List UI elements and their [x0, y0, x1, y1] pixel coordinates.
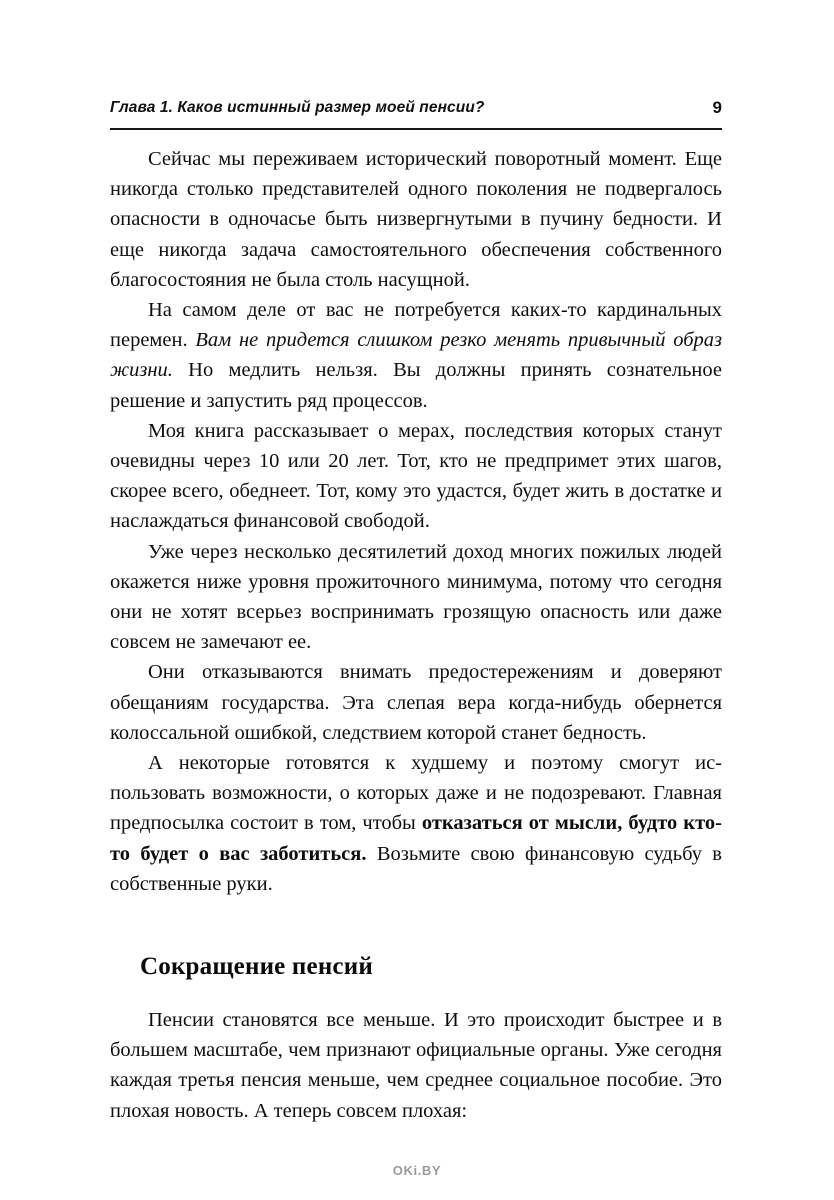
running-head [110, 98, 722, 130]
paragraph [110, 748, 722, 899]
paragraph: Сейчас мы переживаем исторический поворотный момент. Еще никогда столько представителей одного поколения не подвергалось опасности в одночасье быть низвергнутыми в пучину бедности. И еще никогда задача самостоятельного обеспечения собственного благосостояния не была столь насущной. [110, 148, 722, 291]
paragraph-text-run: На самом деле от вас не потребуется каких-то кардинальных перемен. [110, 299, 722, 352]
paragraph [110, 295, 722, 416]
page-number: 9 [712, 98, 722, 117]
paragraph: Моя книга рассказывает о мерах, последствия которых станут очевидны через 10 или 20 лет. Тот, кто не предпримет этих шагов, скорее всего, обеднеет. Тот, кому это удастся, будет жить в достатке и наслаждаться финансовой свободой. [110, 419, 722, 533]
paragraph: Уже через несколько десятилетий доход многих пожилых людей окажется ниже уровня прожиточного минимума, потому что сегодня они не хотят всерьез воспринимать грозящую опасность или даже совсем не замечают ее. [110, 540, 722, 654]
paragraph: Пенсии становятся все меньше. И это происходит быстрее и в большем масштабе, чем признают официальные органы. Уже сегодня каждая третья пенсия меньше, чем среднее социальное пособие. Это плохая новость. А теперь совсем плохая: [110, 1009, 722, 1122]
emphasis-text: Вам не придется слишком резко менять привычный образ жизни. [110, 329, 722, 382]
spacer-after-heading [110, 983, 722, 1005]
bold-emphasis-text: отказаться от мысли, будто кто-то будет о вас заботиться. [110, 812, 722, 865]
spacer-before-heading [110, 899, 722, 951]
body-text [110, 144, 722, 899]
paragraph-text-run: Возьмите свою финансовую судьбу в собственные руки. [110, 842, 722, 895]
page-content-column [110, 0, 722, 1126]
paragraph: Они отказываются внимать предостережениям и доверяют обещаниям государства. Эта слепая вера когда-нибудь обернется колоссальной ошибкой, следствием которой станет бедность. [110, 661, 722, 744]
paragraph-text-run: Но медлить нельзя. Вы должны принять сознательное решение и запустить ряд процессов. [110, 359, 722, 412]
footer-watermark: OKi.BY [392, 1163, 442, 1178]
chapter-title: Глава 1. Каков истинный размер моей пенсии? [110, 99, 485, 116]
paragraph-text-run: А некоторые готовятся к худшему и поэтому смогут использовать возможности, о которых даже и не подозревают. Главная предпосылка состоит в том, чтобы [110, 752, 722, 835]
section-heading: Сокращение пенсий [140, 953, 373, 981]
